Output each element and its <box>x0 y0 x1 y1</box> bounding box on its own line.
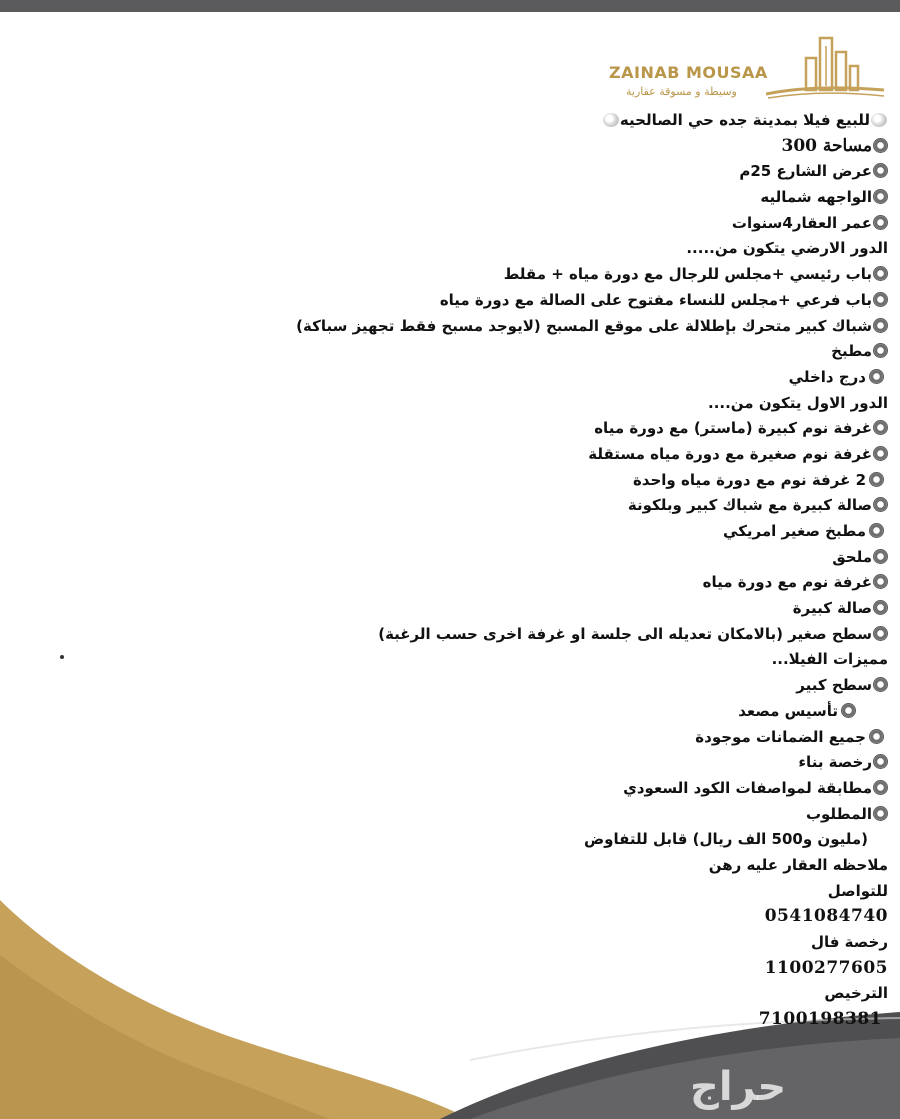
radio-bullet-icon <box>873 806 888 821</box>
brand-logo <box>600 36 890 106</box>
list-item: باب رئيسي +مجلس للرجال مع دورة مياه + مقلط <box>288 262 888 288</box>
list-item: تأسيس مصعد <box>288 699 888 725</box>
radio-bullet-icon <box>873 497 888 512</box>
license-number: 7100198381 <box>758 1009 882 1030</box>
listing-text <box>288 108 888 1033</box>
radio-bullet-icon <box>873 292 888 307</box>
listing-title: للبيع فيلا بمدينة جده حي الصالحيه <box>288 108 888 134</box>
radio-bullet-icon <box>873 318 888 333</box>
fal-label: رخصة فال <box>810 933 888 951</box>
list-item: ملحق <box>288 545 888 571</box>
list-item: غرفة نوم كبيرة (ماستر) مع دورة مياه <box>288 416 888 442</box>
radio-bullet-icon <box>873 574 888 589</box>
list-item: غرفة نوم مع دورة مياه <box>288 570 888 596</box>
list-item: مطبخ <box>288 339 888 365</box>
phone-number: 0541084740 <box>764 906 888 927</box>
radio-bullet-icon <box>873 420 888 435</box>
list-item: مطبخ صغير امريكي <box>288 519 888 545</box>
contact-label: للتواصل <box>827 881 888 900</box>
list-item: غرفة نوم صغيرة مع دورة مياه مستقلة <box>288 442 888 468</box>
radio-bullet-icon <box>873 215 888 230</box>
radio-bullet-icon <box>873 138 888 153</box>
spec-street-width: عرض الشارع 25م <box>288 159 888 185</box>
list-item: مطابقة لمواصفات الكود السعودي <box>288 776 888 802</box>
stray-dot <box>60 655 64 659</box>
radio-bullet-icon <box>873 754 888 769</box>
radio-bullet-icon <box>869 472 884 487</box>
fal-number: 1100277605 <box>764 957 888 978</box>
brand-tagline: وسيطة و مسوقة عقارية <box>626 85 737 98</box>
mortgage-note: ملاحظه العقار عليه رهن <box>708 855 888 874</box>
radio-bullet-icon <box>873 446 888 461</box>
radio-bullet-icon <box>873 549 888 564</box>
list-item: سطح صغير (بالامكان تعديله الى جلسة او غرفة اخرى حسب الرغبة) <box>288 622 888 648</box>
radio-bullet-icon <box>869 729 884 744</box>
list-item: سطح كبير <box>288 673 888 699</box>
radio-bullet-icon <box>873 600 888 615</box>
building-logo-icon <box>766 36 886 100</box>
radio-bullet-icon <box>869 369 884 384</box>
radio-bullet-icon <box>841 703 856 718</box>
ground-floor-heading: الدور الارضي يتكون من..... <box>686 239 888 258</box>
radio-bullet-icon <box>869 523 884 538</box>
brand-name: ZAINAB MOUSAA <box>609 63 768 82</box>
list-item: صالة كبيرة مع شباك كبير وبلكونة <box>288 493 888 519</box>
features-heading: مميزات الفيلا... <box>771 650 888 669</box>
radio-bullet-icon <box>873 266 888 281</box>
list-item: 2 غرفة نوم مع دورة مياه واحدة <box>288 468 888 494</box>
radio-bullet-icon <box>873 163 888 178</box>
list-item: المطلوب <box>288 802 888 828</box>
radio-bullet-icon <box>873 189 888 204</box>
list-item: صالة كبيرة <box>288 596 888 622</box>
price: (مليون و500 الف ريال) قابل للتفاوض <box>583 830 868 849</box>
radio-bullet-icon <box>873 343 888 358</box>
radio-bullet-icon <box>873 780 888 795</box>
list-item: رخصة بناء <box>288 750 888 776</box>
sparkle-icon <box>871 113 887 127</box>
sparkle-icon <box>603 113 619 127</box>
license-label: الترخيص <box>824 984 888 1003</box>
first-floor-heading: الدور الاول يتكون من.... <box>708 393 888 412</box>
list-item: جميع الضمانات موجودة <box>288 725 888 751</box>
spec-area: مساحة 300 <box>288 134 888 160</box>
spec-age: عمر العقار4سنوات <box>288 211 888 237</box>
list-item: شباك كبير متحرك بإطلالة على موقع المسبح (لايوجد مسبح فقط تجهيز سباكة) <box>288 314 888 340</box>
spec-facade: الواجهه شماليه <box>288 185 888 211</box>
haraj-watermark: حراج <box>690 1064 787 1110</box>
list-item: درج داخلي <box>288 365 888 391</box>
radio-bullet-icon <box>873 626 888 641</box>
radio-bullet-icon <box>873 677 888 692</box>
list-item: باب فرعي +مجلس للنساء مفتوح على الصالة مع دورة مياه <box>288 288 888 314</box>
